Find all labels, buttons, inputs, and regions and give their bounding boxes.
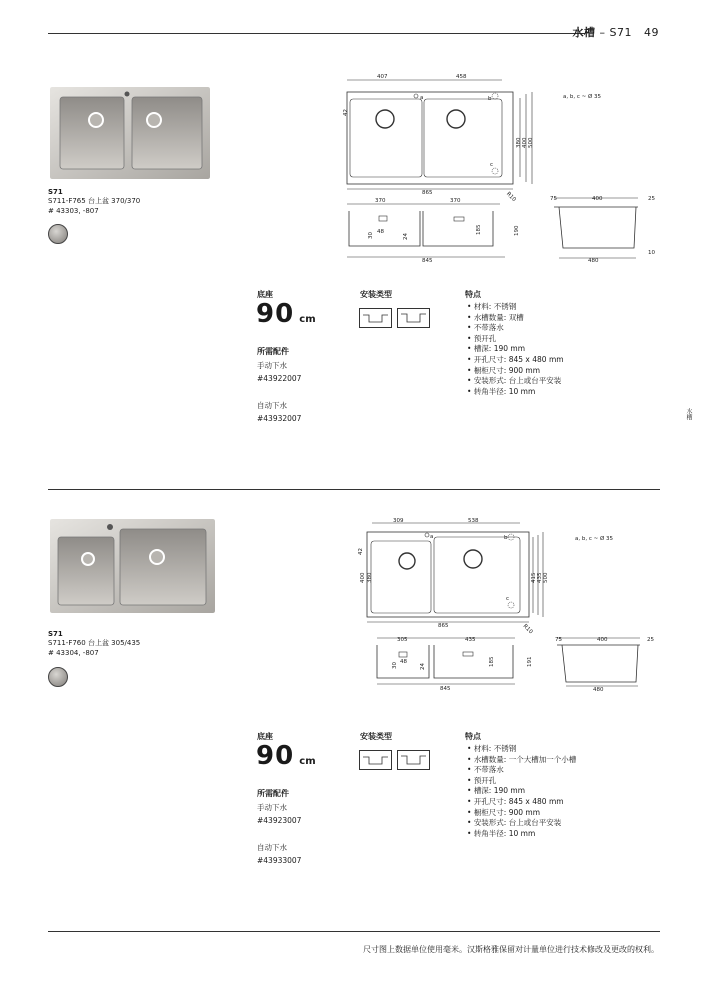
feature-item: • 安装形式: 台上或台平安装 <box>467 818 576 829</box>
dim-left-3: 380 <box>367 572 373 583</box>
header-page-number: 49 <box>644 26 659 39</box>
feature-item: • 槽深: 190 mm <box>467 344 564 355</box>
side-dim-3: 25 <box>648 196 655 202</box>
holes-note: a, b, c ~ Ø 35 <box>575 536 614 542</box>
front-dim-left-1: 30 <box>368 232 374 239</box>
feature-item: • 转角半径: 10 mm <box>467 387 564 398</box>
feature-item: • 预开孔 <box>467 334 564 345</box>
features-list-1 <box>467 302 564 397</box>
install-label-1: 安装类型 <box>360 290 392 299</box>
front-dim-left-1: 30 <box>392 662 398 669</box>
front-dim-bottom: 845 <box>440 686 451 692</box>
install-type-icon-flush-2 <box>397 750 430 770</box>
feature-item: • 开孔尺寸: 845 x 480 mm <box>467 355 564 366</box>
dim-radius: R10 <box>521 623 534 636</box>
front-dim-left-3: 24 <box>403 233 409 240</box>
accessory-code-1b: #43932007 <box>257 414 302 423</box>
dim-right-1: 415 <box>531 572 537 583</box>
features-label-2: 特点 <box>465 732 481 741</box>
front-dim-mid: 185 <box>476 224 482 235</box>
feature-item: • 不带落水 <box>467 765 576 776</box>
dim-bottom: 865 <box>438 623 449 629</box>
front-dim-top-2: 370 <box>450 198 461 204</box>
product-series-2: S71 <box>48 630 63 638</box>
product-series-1: S71 <box>48 188 63 196</box>
dim-top-1: 407 <box>377 74 388 80</box>
dim-top-2: 538 <box>468 518 479 524</box>
front-dim-right: 190 <box>514 225 520 236</box>
accessory-name-2a: 手动下水 <box>257 803 287 812</box>
accessory-name-1b: 自动下水 <box>257 401 287 410</box>
page-header: 水槽 – S71 49 <box>572 26 659 39</box>
front-dim-left-2: 48 <box>377 229 384 235</box>
feature-item: • 水槽数量: 一个大槽加一个小槽 <box>467 755 576 766</box>
front-dim-bottom: 845 <box>422 258 433 264</box>
feature-item: • 不带落水 <box>467 323 564 334</box>
side-dim-2: 400 <box>597 637 608 643</box>
finish-swatch-1[interactable] <box>48 224 68 244</box>
product-sku-2: # 43304, -807 <box>48 649 99 657</box>
front-dim-top-1: 305 <box>397 637 408 643</box>
product-photo-1 <box>50 87 210 179</box>
dim-bottom: 865 <box>422 190 433 196</box>
product-model-1: S711-F765 台上盆 370/370 <box>48 197 141 205</box>
accessory-code-2b: #43933007 <box>257 856 302 865</box>
dim-left-2: 400 <box>360 572 366 583</box>
features-label-1: 特点 <box>465 290 481 299</box>
side-tab: 水槽 <box>685 408 692 420</box>
finish-swatch-2[interactable] <box>48 667 68 687</box>
accessory-name-2b: 自动下水 <box>257 843 287 852</box>
front-dim-top-1: 370 <box>375 198 386 204</box>
front-dim-right: 191 <box>527 656 533 667</box>
feature-item: • 材料: 不锈钢 <box>467 744 576 755</box>
side-dim-1: 75 <box>550 196 557 202</box>
header-series: S71 <box>609 26 632 39</box>
dim-right-2: 435 <box>537 572 543 583</box>
accessories-label-1: 所需配件 <box>257 347 289 356</box>
side-dim-bottom: 480 <box>593 687 604 693</box>
header-category: 水槽 <box>572 26 596 39</box>
feature-item: • 开孔尺寸: 845 x 480 mm <box>467 797 576 808</box>
install-type-icon-topmount-2 <box>359 750 392 770</box>
footer-rule <box>48 931 660 932</box>
hole-label-b: b <box>504 535 508 541</box>
install-type-icon-flush-1 <box>397 308 430 328</box>
side-dim-2: 400 <box>592 196 603 202</box>
base-label-1: 底座 <box>257 290 273 299</box>
feature-item: • 安装形式: 台上或台平安装 <box>467 376 564 387</box>
header-rule <box>48 33 585 34</box>
side-dim-3: 25 <box>647 637 654 643</box>
accessory-name-1a: 手动下水 <box>257 361 287 370</box>
holes-note: a, b, c ~ Ø 35 <box>563 94 602 100</box>
feature-item: • 材料: 不锈钢 <box>467 302 564 313</box>
feature-item: • 预开孔 <box>467 776 576 787</box>
hole-label-c: c <box>506 596 510 602</box>
dim-left: 42 <box>343 109 349 116</box>
feature-item: • 槽深: 190 mm <box>467 786 576 797</box>
section-divider <box>48 489 660 490</box>
accessory-code-1a: #43922007 <box>257 374 302 383</box>
front-dim-top-2: 435 <box>465 637 476 643</box>
front-dim-left-3: 24 <box>420 663 426 670</box>
product-sku-1: # 43303, -807 <box>48 207 99 215</box>
front-dim-mid: 185 <box>489 656 495 667</box>
install-label-2: 安装类型 <box>360 732 392 741</box>
features-list-2 <box>467 744 576 839</box>
product-model-2: S711-F760 台上盆 305/435 <box>48 639 141 647</box>
base-unit-2: cm <box>299 756 316 767</box>
product-photo-2 <box>50 519 215 613</box>
technical-drawing-2 <box>350 515 665 695</box>
accessory-code-2a: #43923007 <box>257 816 302 825</box>
feature-item: • 橱柜尺寸: 900 mm <box>467 808 576 819</box>
technical-drawing-1 <box>330 70 660 270</box>
install-type-icon-topmount-1 <box>359 308 392 328</box>
dim-top-1: 309 <box>393 518 404 524</box>
dim-right-3: 500 <box>528 137 534 148</box>
hole-label-a: a <box>420 95 424 101</box>
hole-label-a: a <box>430 534 434 540</box>
dim-right-2: 400 <box>522 137 528 148</box>
dim-right-3: 500 <box>543 572 549 583</box>
front-dim-left-2: 48 <box>400 659 407 665</box>
dim-left-1: 42 <box>358 548 364 555</box>
side-dim-1: 75 <box>555 637 562 643</box>
base-unit-1: cm <box>299 314 316 325</box>
dim-radius: R10 <box>504 191 517 204</box>
hole-label-b: b <box>488 96 492 102</box>
feature-item: • 橱柜尺寸: 900 mm <box>467 366 564 377</box>
footer-note: 尺寸图上数据单位使用毫米。汉斯格雅保留对计量单位进行技术修改及更改的权利。 <box>363 945 659 954</box>
dim-right-1: 380 <box>516 137 522 148</box>
feature-item: • 水槽数量: 双槽 <box>467 313 564 324</box>
base-value-1: 90 <box>256 299 295 329</box>
side-dim-bottom: 480 <box>588 258 599 264</box>
accessories-label-2: 所需配件 <box>257 789 289 798</box>
base-value-2: 90 <box>256 741 295 771</box>
hole-label-c: c <box>490 162 494 168</box>
base-label-2: 底座 <box>257 732 273 741</box>
side-dim-right: 10 <box>648 250 655 256</box>
feature-item: • 转角半径: 10 mm <box>467 829 576 840</box>
dim-top-2: 458 <box>456 74 467 80</box>
